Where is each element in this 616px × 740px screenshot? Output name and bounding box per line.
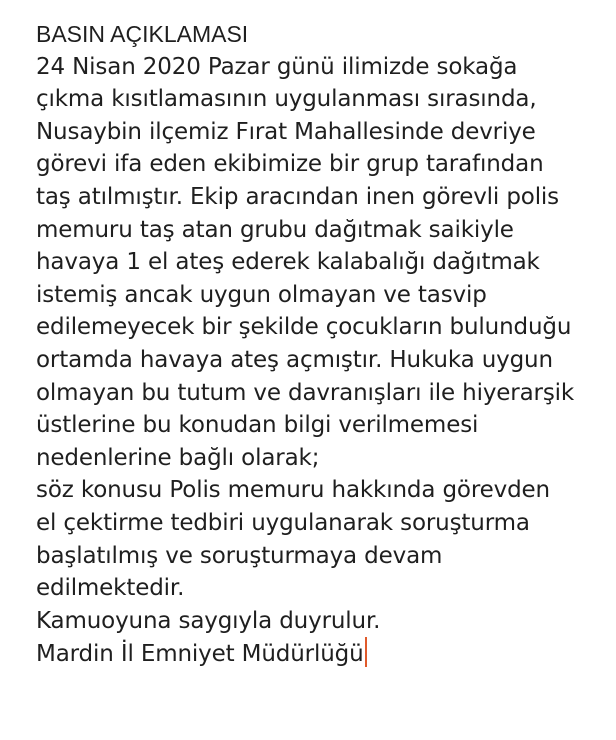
body-line-10: ortamda havaya ateş açmıştır. Hukuka uygun: [36, 346, 553, 373]
body-line-9: edilemeyecek bir şekilde çocukların bulunduğu: [36, 314, 572, 341]
body-line-5: taş atılmıştır. Ekip aracından inen görevli polis: [36, 183, 560, 210]
body-line-18: Kamuoyuna saygıyla duyrulur.: [36, 607, 381, 634]
body-line-1: 24 Nisan 2020 Pazar günü ilimizde sokağa: [36, 53, 518, 80]
body-line-8: istemiş ancak uygun olmayan ve tasvip: [36, 281, 487, 308]
signature-line: [36, 637, 606, 670]
body-line-14: söz konusu Polis memuru hakkında görevden: [36, 477, 550, 504]
body-line-2: çıkma kısıtlamasının uygulanması sırasında,: [36, 86, 537, 113]
body-line-4: görevi ifa eden ekibimize bir grup tarafından: [36, 151, 544, 178]
body-line-12: üstlerine bu konudan bilgi verilmemesi: [36, 412, 479, 439]
body-line-15: el çektirme tedbiri uygulanarak soruşturma: [36, 509, 530, 536]
body-line-17: edilmektedir.: [36, 575, 185, 602]
signature-text: Mardin İl Emniyet Müdürlüğü: [36, 641, 364, 668]
body-line-13: nedenlerine bağlı olarak;: [36, 444, 320, 471]
body-line-11: olmayan bu tutum ve davranışları ile hiyerarşik: [36, 379, 575, 406]
body-line-3: Nusaybin ilçemiz Fırat Mahallesinde devriye: [36, 118, 536, 145]
body-line-7: havaya 1 el ateş ederek kalabalığı dağıtmak: [36, 249, 540, 276]
press-release-title: BASIN AÇIKLAMASI: [36, 21, 249, 47]
body-line-6: memuru taş atan grubu dağıtmak saikiyle: [36, 216, 514, 243]
text-cursor: [365, 637, 367, 667]
body-line-16: başlatılmış ve soruşturmaya devam: [36, 542, 443, 569]
